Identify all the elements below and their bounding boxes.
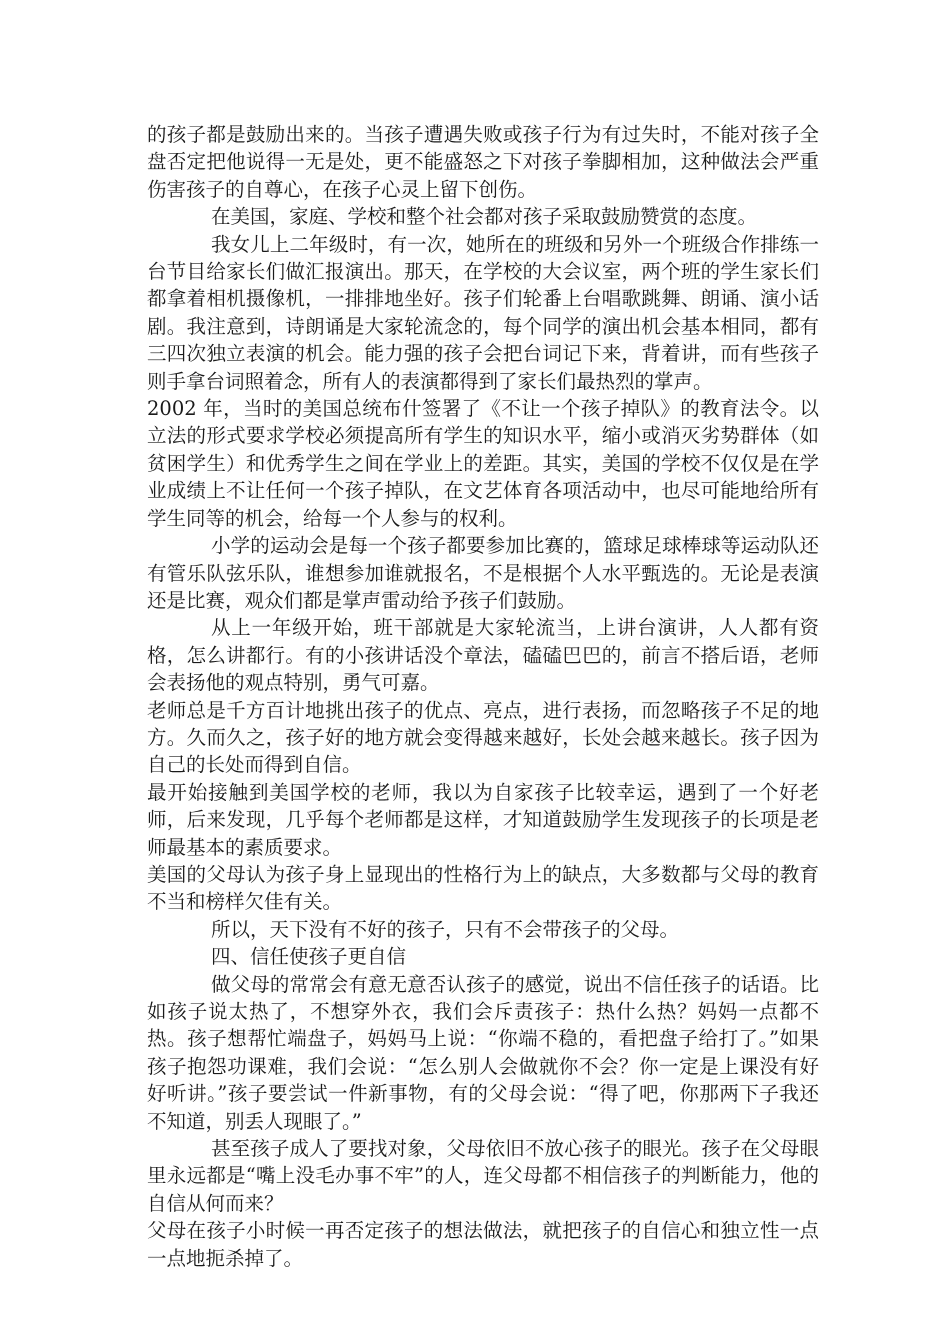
paragraph-parent-responsibility: 美国的父母认为孩子身上显现出的性格行为上的缺点，大多数都与父母的教育不当和榜样欠佳有关。 bbox=[147, 862, 819, 914]
paragraph-no-bad-children: 所以，天下没有不好的孩子，只有不会带孩子的父母。 bbox=[211, 917, 680, 941]
paragraph-sports-day: 小学的运动会是每一个孩子都要参加比赛的，篮球足球棒球等运动队还有管乐队弦乐队，谁想参加谁就报名，不是根据个人水平甄选的。无论是表演还是比赛，观众们都是掌声雷动给予孩子们鼓励。 bbox=[147, 534, 819, 612]
paragraph-us-attitude: 在美国，家庭、学校和整个社会都对孩子采取鼓励赞赏的态度。 bbox=[211, 205, 758, 229]
paragraph-encouragement-origin: 的孩子都是鼓励出来的。当孩子遭遇失败或孩子行为有过失时，不能对孩子全盘否定把他说得一无是处，更不能盛怒之下对孩子拳脚相加，这种做法会严重伤害孩子的自尊心，在孩子心灵上留下创伤。 bbox=[147, 123, 819, 201]
section-heading-trust: 四、信任使孩子更自信 bbox=[211, 945, 407, 969]
paragraph-conclusion: 父母在孩子小时候一再否定孩子的想法做法，就把孩子的自信心和独立性一点一点地扼杀掉了。 bbox=[147, 1219, 819, 1270]
paragraph-denying-feelings: 做父母的常常会有意无意否认孩子的感觉，说出不信任孩子的话语。比如孩子说太热了，不想穿外衣，我们会斥责孩子：热什么热？妈妈一点都不热。孩子想帮忙端盘子，妈妈马上说：“你端不稳的，看把盘子给打了。”如果孩子抱怨功课难，我们会说：“怎么别人会做就你不会？你一定是上课没有好好听讲。”孩子要尝试一件新事物，有的父母会说：“得了吧，你那两下子我还不知道，别丢人现眼了。” bbox=[147, 972, 819, 1133]
paragraph-no-child-left-behind: 2002 年，当时的美国总统布什签署了《不让一个孩子掉队》的教育法令。以立法的形式要求学校必须提高所有学生的知识水平，缩小或消灭劣势群体（如贫困学生）和优秀学生之间在学业上的差距。其实，美国的学校不仅仅是在学业成绩上不让任何一个孩子掉队，在文艺体育各项活动中，也尽可能地给所有学生同等的机会，给每一个人参与的权利。 bbox=[147, 397, 819, 530]
paragraph-teacher-quality: 最开始接触到美国学校的老师，我以为自家孩子比较幸运，遇到了一个好老师，后来发现，几乎每个老师都是这样，才知道鼓励学生发现孩子的长项是老师最基本的素质要求。 bbox=[147, 780, 819, 859]
paragraph-adult-children: 甚至孩子成人了要找对象，父母依旧不放心孩子的眼光。孩子在父母眼里永远都是“嘴上没毛办事不牢”的人，连父母都不相信孩子的判断能力，他的自信从何而来？ bbox=[147, 1137, 819, 1215]
paragraph-class-performance: 我女儿上二年级时，有一次，她所在的班级和另外一个班级合作排练一台节目给家长们做汇报演出。那天，在学校的大会议室，两个班的学生家长们都拿着相机摄像机，一排排地坐好。孩子们轮番上台唱歌跳舞、朗诵、演小话剧。我注意到，诗朗诵是大家轮流念的，每个同学的演出机会基本相同，都有三四次独立表演的机会。能力强的孩子会把台词记下来，背着讲，而有些孩子则手拿台词照着念，所有人的表演都得到了家长们最热烈的掌声。 bbox=[147, 232, 819, 393]
paragraph-class-cadres: 从上一年级开始，班干部就是大家轮流当，上讲台演讲，人人都有资格，怎么讲都行。有的小孩讲话没个章法，磕磕巴巴的，前言不搭后语，老师会表扬他的观点特别，勇气可嘉。 bbox=[147, 616, 819, 695]
document-page bbox=[147, 121, 819, 1272]
paragraph-teacher-praise: 老师总是千方百计地挑出孩子的优点、亮点，进行表扬，而忽略孩子不足的地方。久而久之，孩子好的地方就会变得越来越好，长处会越来越长。孩子因为自己的长处而得到自信。 bbox=[147, 698, 819, 777]
